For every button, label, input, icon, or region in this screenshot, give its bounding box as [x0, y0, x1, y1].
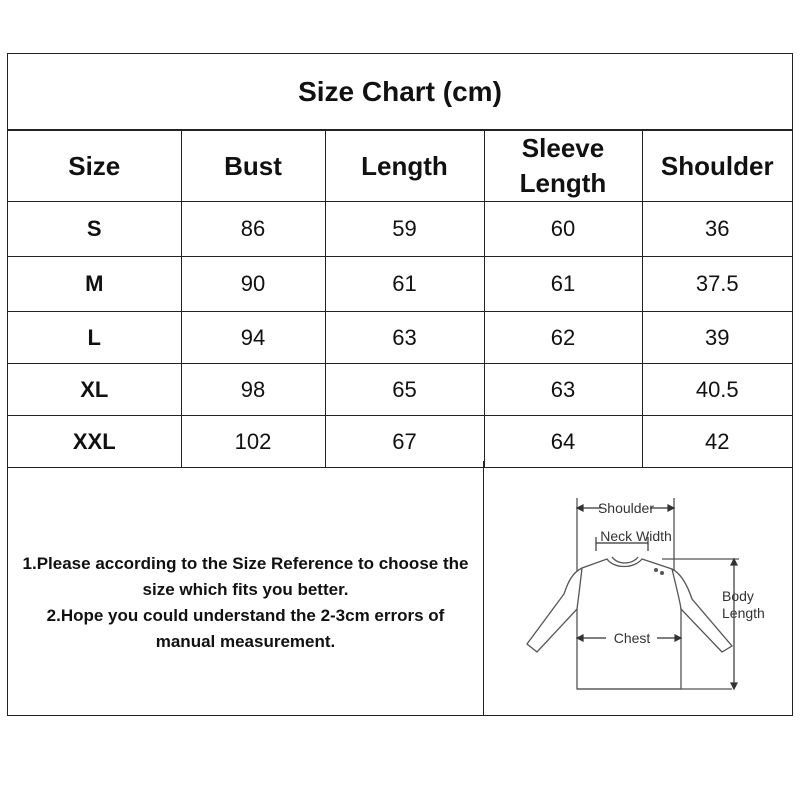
bust-cell: 102 [181, 416, 325, 468]
shoulder-cell: 40.5 [642, 364, 792, 416]
sleeve-cell: 62 [484, 312, 642, 364]
size-chart [7, 53, 793, 716]
bust-cell: 90 [181, 257, 325, 312]
length-label: Length [722, 605, 765, 621]
arrowhead [577, 635, 583, 641]
header-sleeve-length: Sleeve Length [484, 131, 642, 202]
header-shoulder: Shoulder [642, 131, 792, 202]
bottom-section [8, 461, 792, 715]
table-row [8, 257, 792, 312]
body-label: Body [722, 588, 754, 604]
table-row [8, 416, 792, 468]
arrowhead [731, 559, 737, 565]
header-bust: Bust [181, 131, 325, 202]
table-row [8, 364, 792, 416]
arrowhead [668, 505, 674, 511]
button-dot [660, 571, 664, 575]
left-sleeve-seam [577, 568, 582, 609]
shoulder-cell: 36 [642, 202, 792, 257]
sleeve-cell: 63 [484, 364, 642, 416]
bust-cell: 94 [181, 312, 325, 364]
button-dot [654, 568, 658, 572]
shoulder-cell: 37.5 [642, 257, 792, 312]
note-2: 2.Hope you could understand the 2-3cm errors of manual measurement. [46, 606, 445, 651]
header-row [8, 131, 792, 202]
size-cell: L [8, 312, 181, 364]
header-size: Size [8, 131, 181, 202]
length-cell: 63 [325, 312, 484, 364]
sleeve-cell: 61 [484, 257, 642, 312]
sweater-diagram [484, 461, 792, 715]
neck-width-label: Neck Width [600, 528, 672, 544]
size-table [8, 130, 792, 468]
bust-cell: 98 [181, 364, 325, 416]
collar-line [612, 557, 638, 563]
bust-cell: 86 [181, 202, 325, 257]
header-length: Length [325, 131, 484, 202]
sweater-outline [527, 559, 732, 689]
size-cell: M [8, 257, 181, 312]
length-cell: 61 [325, 257, 484, 312]
length-cell: 67 [325, 416, 484, 468]
size-cell: XL [8, 364, 181, 416]
size-cell: S [8, 202, 181, 257]
length-cell: 65 [325, 364, 484, 416]
sleeve-cell: 60 [484, 202, 642, 257]
shoulder-cell: 42 [642, 416, 792, 468]
note-1: 1.Please according to the Size Reference to choose the size which fits you better. [22, 554, 469, 599]
chart-title: Size Chart (cm) [8, 54, 792, 130]
table-row [8, 312, 792, 364]
length-cell: 59 [325, 202, 484, 257]
size-cell: XXL [8, 416, 181, 468]
sleeve-cell: 64 [484, 416, 642, 468]
table-row [8, 202, 792, 257]
shoulder-cell: 39 [642, 312, 792, 364]
arrowhead [731, 683, 737, 689]
chest-label: Chest [613, 630, 651, 646]
shoulder-label: Shoulder [597, 500, 655, 516]
arrowhead [577, 505, 583, 511]
notes-panel [8, 461, 484, 715]
measurement-diagram [484, 461, 792, 715]
arrowhead [675, 635, 681, 641]
